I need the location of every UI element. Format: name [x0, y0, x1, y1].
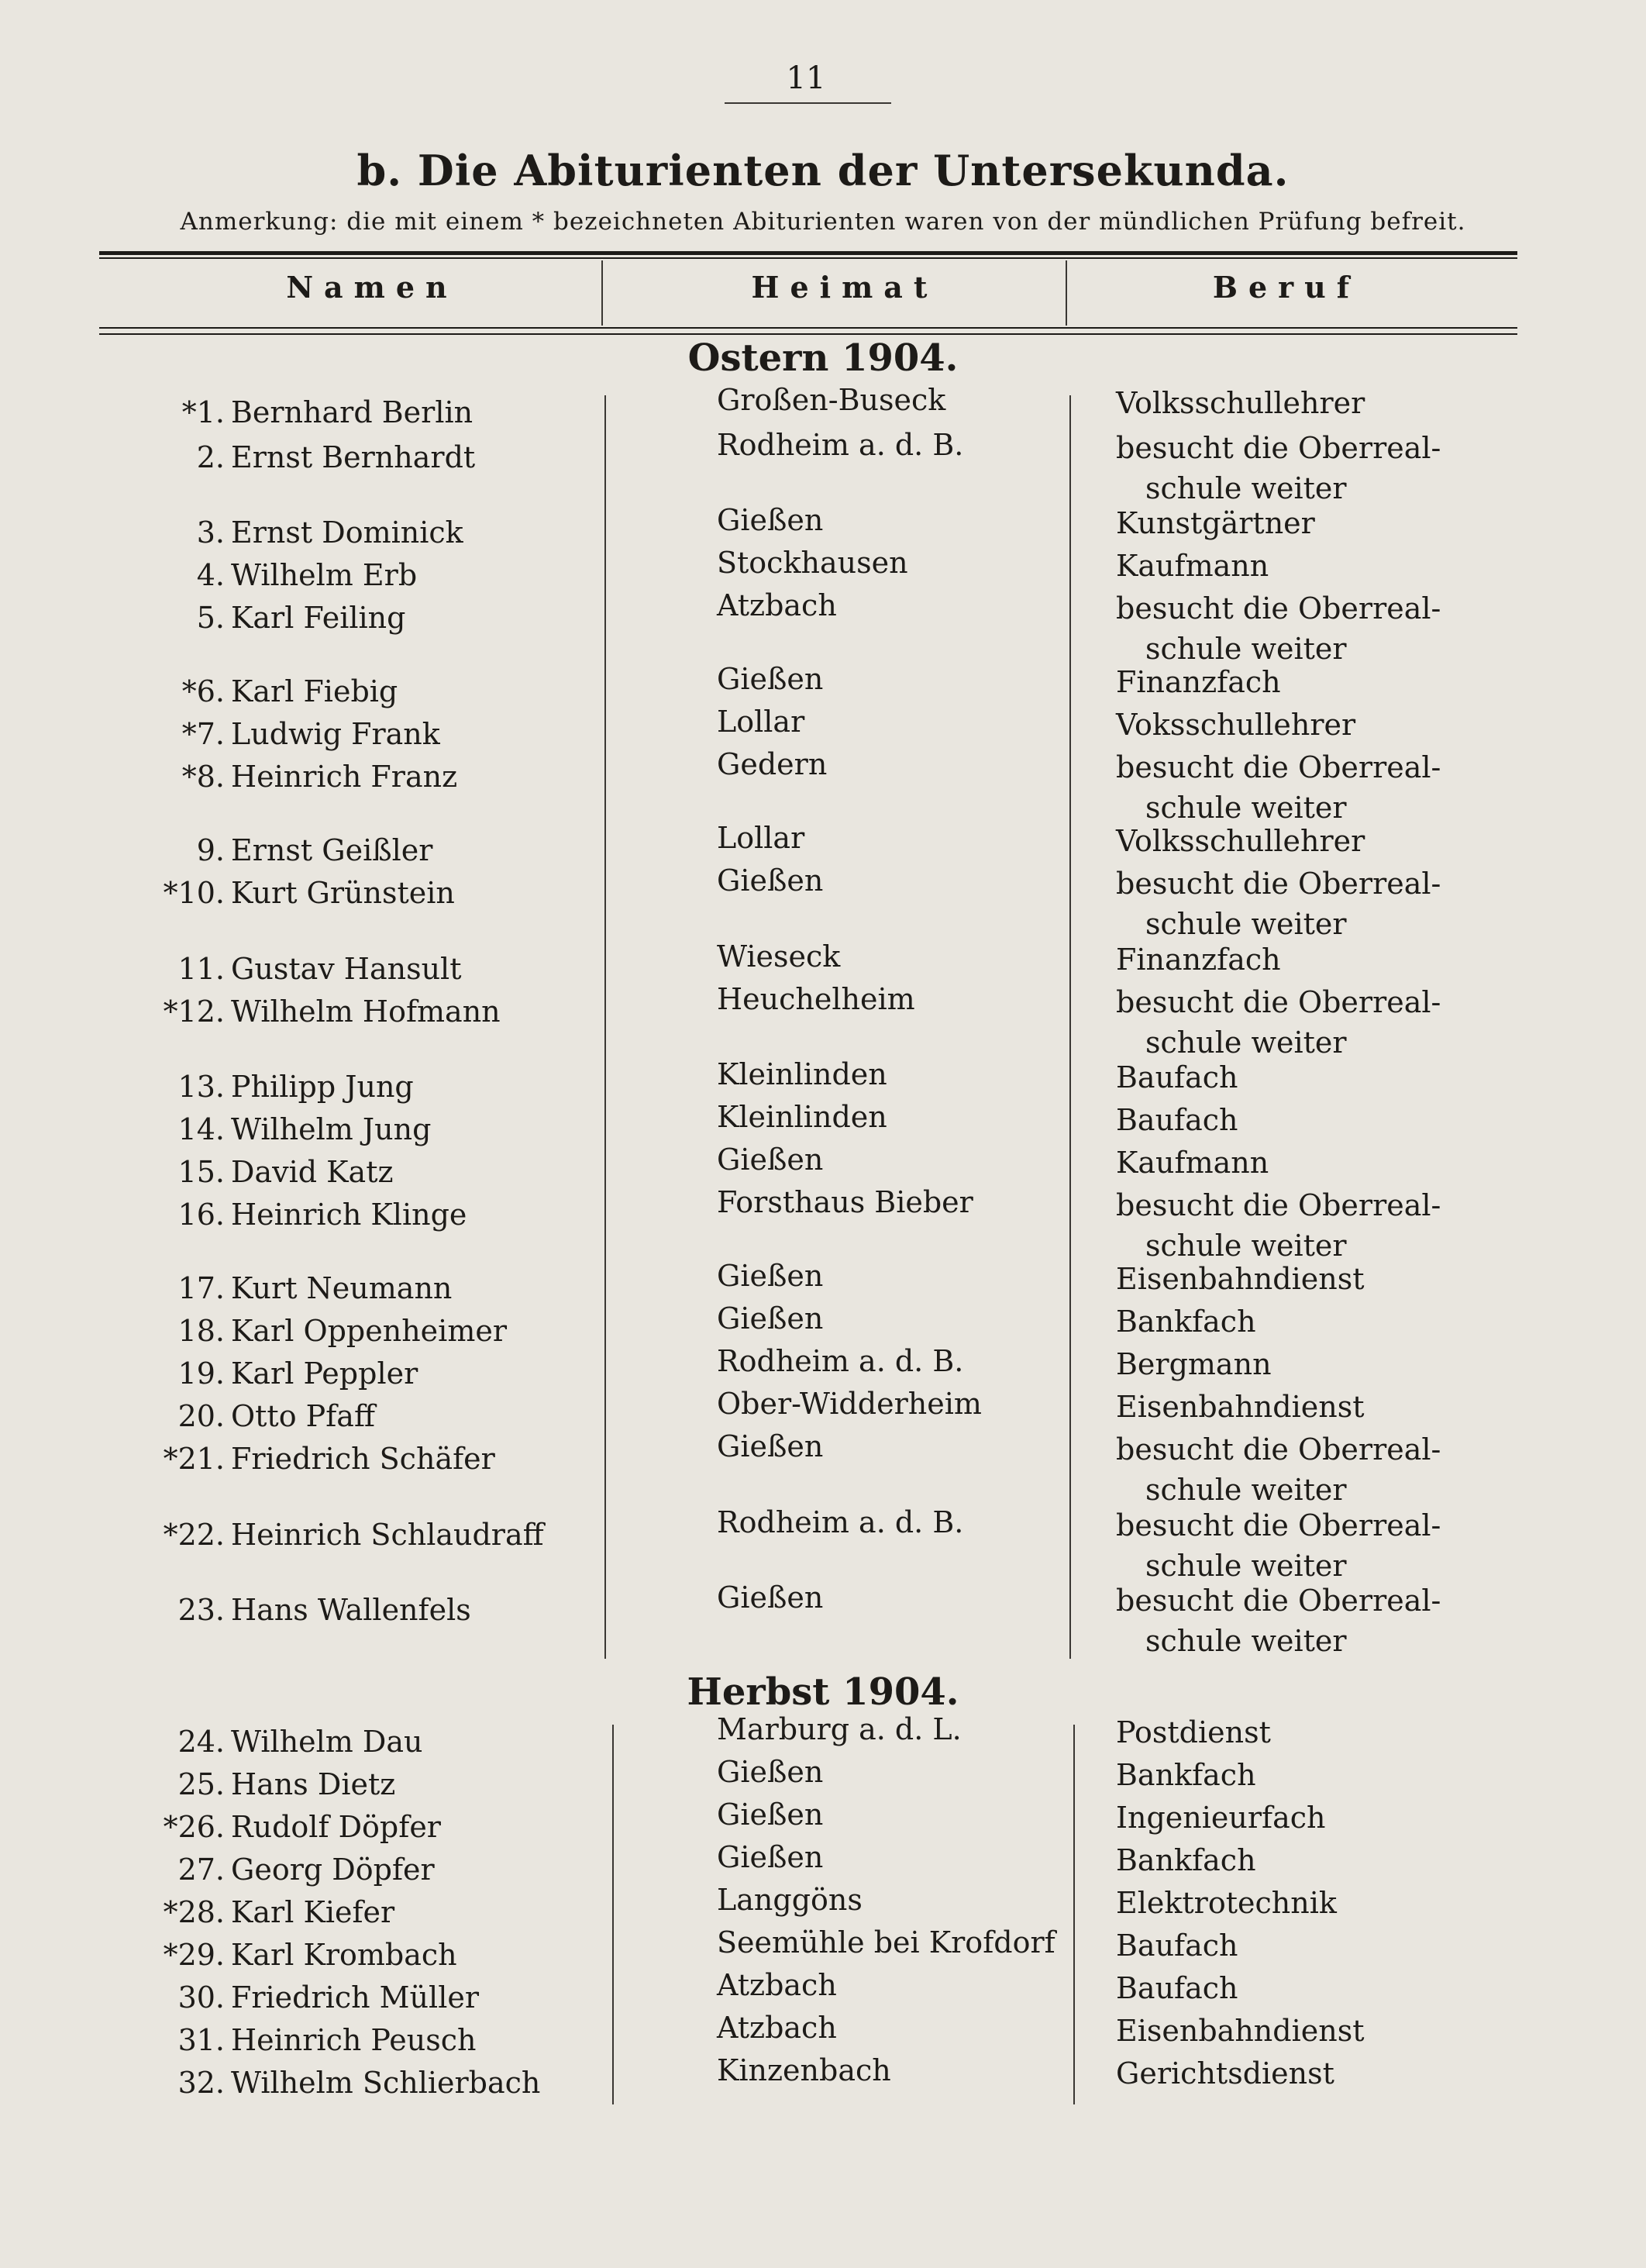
profession: besucht die Oberreal- schule weiter — [1116, 750, 1441, 825]
entry-number: 20. — [177, 1399, 225, 1433]
home-town: Gießen — [717, 1840, 824, 1874]
entry-number: 14. — [177, 1112, 225, 1146]
student-name: Karl Oppenheimer — [231, 1314, 508, 1348]
student-name: Ernst Dominick — [231, 515, 463, 550]
profession: besucht die Oberreal- schule weiter — [1116, 591, 1441, 666]
profession: Bankfach — [1116, 1843, 1256, 1877]
student-name: Ernst Geißler — [231, 833, 433, 867]
section-title-ostern: Ostern 1904. — [687, 336, 959, 380]
page-title: b. Die Abiturienten der Untersekunda. — [356, 146, 1290, 195]
entry-number: 13. — [177, 1070, 225, 1104]
header-divider-1 — [601, 260, 603, 326]
profession: Volksschullehrer — [1116, 386, 1365, 420]
page-number: 11 — [786, 60, 826, 96]
profession: Eisenbahndienst — [1116, 1390, 1365, 1424]
home-town: Gießen — [717, 863, 824, 898]
student-name: Friedrich Müller — [231, 1980, 479, 2015]
profession: besucht die Oberreal- schule weiter — [1116, 1508, 1441, 1583]
home-town: Kinzenbach — [717, 2053, 891, 2087]
home-town: Wieseck — [717, 939, 841, 974]
home-town: Gießen — [717, 1798, 824, 1832]
home-town: Ober-Widderheim — [717, 1387, 982, 1421]
profession: Postdienst — [1116, 1715, 1271, 1749]
table-row — [0, 428, 1646, 505]
entry-number: 3. — [196, 515, 225, 550]
student-name: Heinrich Franz — [231, 760, 458, 794]
entry-number: 9. — [196, 833, 225, 867]
home-town: Lollar — [717, 821, 805, 855]
profession: Eisenbahndienst — [1116, 2014, 1365, 2048]
profession: Volksschullehrer — [1116, 824, 1365, 858]
profession: besucht die Oberreal- schule weiter — [1116, 1432, 1441, 1507]
entry-number: 16. — [177, 1198, 225, 1232]
page-number-rule — [725, 102, 891, 104]
profession: Gerichtsdienst — [1116, 2056, 1334, 2090]
entry-number: *10. — [163, 876, 225, 910]
table-row — [0, 662, 1646, 718]
column-header-name: Namen — [286, 270, 458, 305]
student-name: Kurt Neumann — [231, 1271, 453, 1305]
student-name: Gustav Hansult — [231, 952, 462, 986]
table-top-rule-thin — [99, 257, 1517, 259]
profession: Bergmann — [1116, 1347, 1272, 1381]
entry-number: *8. — [181, 760, 225, 794]
student-name: Wilhelm Schlierbach — [231, 2066, 541, 2100]
student-name: Hans Wallenfels — [231, 1593, 471, 1627]
home-town: Seemühle bei Krofdorf — [717, 1925, 1055, 1960]
table-row — [0, 1429, 1646, 1507]
entry-number: 25. — [177, 1767, 225, 1801]
student-name: Karl Feiling — [231, 601, 406, 635]
profession: besucht die Oberreal- schule weiter — [1116, 1188, 1441, 1263]
student-name: Wilhelm Erb — [231, 558, 418, 592]
student-name: Friedrich Schäfer — [231, 1442, 495, 1476]
student-name: Ernst Bernhardt — [231, 440, 476, 474]
table-top-rule-thick — [99, 251, 1517, 255]
profession: Elektrotechnik — [1116, 1886, 1337, 1920]
home-town: Gießen — [717, 1580, 824, 1615]
home-town: Gedern — [717, 747, 828, 781]
entry-number: 15. — [177, 1155, 225, 1189]
entry-number: *26. — [163, 1810, 225, 1844]
header-bottom-rule-2 — [99, 333, 1517, 335]
entry-number: 30. — [177, 1980, 225, 2015]
profession: Kaufmann — [1116, 549, 1269, 583]
student-name: Otto Pfaff — [231, 1399, 375, 1433]
profession: Finanzfach — [1116, 943, 1281, 977]
table-row — [0, 588, 1646, 666]
entry-number: 31. — [177, 2023, 225, 2057]
home-town: Lollar — [717, 705, 805, 739]
home-town: Rodheim a. d. B. — [717, 1344, 964, 1378]
table-row — [0, 982, 1646, 1060]
home-town: Atzbach — [717, 2011, 837, 2045]
entry-number: 5. — [196, 601, 225, 635]
home-town: Atzbach — [717, 1968, 837, 2002]
table-row — [0, 1185, 1646, 1263]
student-name: Georg Döpfer — [231, 1853, 435, 1887]
profession: Finanzfach — [1116, 665, 1281, 699]
home-town: Großen-Buseck — [717, 383, 946, 417]
entry-number: *1. — [181, 395, 225, 429]
profession: Kunstgärtner — [1116, 506, 1315, 540]
home-town: Atzbach — [717, 588, 837, 622]
table-row — [0, 747, 1646, 825]
student-name: Karl Krombach — [231, 1938, 457, 1972]
entry-number: 24. — [177, 1725, 225, 1759]
page-note: Anmerkung: die mit einem * bezeichneten Abiturienten waren von der mündlichen Prüfung befreit. — [180, 208, 1466, 236]
student-name: Karl Kiefer — [231, 1895, 395, 1929]
entry-number: 23. — [177, 1593, 225, 1627]
header-divider-2 — [1066, 260, 1067, 326]
home-town: Gießen — [717, 1259, 824, 1293]
table-row — [0, 863, 1646, 941]
header-bottom-rule-1 — [99, 327, 1517, 329]
table-row — [0, 1505, 1646, 1583]
home-town: Gießen — [717, 1755, 824, 1789]
profession: Baufach — [1116, 1971, 1238, 2005]
student-name: Wilhelm Hofmann — [231, 994, 501, 1029]
entry-number: 27. — [177, 1853, 225, 1887]
entry-number: *12. — [163, 994, 225, 1029]
student-name: Wilhelm Dau — [231, 1725, 423, 1759]
entry-number: *28. — [163, 1895, 225, 1929]
student-name: Heinrich Klinge — [231, 1198, 467, 1232]
entry-number: 18. — [177, 1314, 225, 1348]
home-town: Gießen — [717, 662, 824, 696]
home-town: Langgöns — [717, 1883, 863, 1917]
entry-number: 2. — [196, 440, 225, 474]
table-row — [0, 1580, 1646, 1658]
profession: besucht die Oberreal- schule weiter — [1116, 867, 1441, 941]
profession: Bankfach — [1116, 1305, 1256, 1339]
entry-number: *6. — [181, 674, 225, 708]
home-town: Forsthaus Bieber — [717, 1185, 973, 1219]
student-name: Kurt Grünstein — [231, 876, 455, 910]
student-name: Philipp Jung — [231, 1070, 414, 1104]
entry-number: 32. — [177, 2066, 225, 2100]
profession: Voksschullehrer — [1116, 708, 1356, 742]
home-town: Gießen — [717, 1143, 824, 1177]
profession: Kaufmann — [1116, 1146, 1269, 1180]
home-town: Gießen — [717, 503, 824, 537]
entry-number: 4. — [196, 558, 225, 592]
profession: Baufach — [1116, 1060, 1238, 1094]
student-name: David Katz — [231, 1155, 394, 1189]
entry-number: *29. — [163, 1938, 225, 1972]
home-town: Stockhausen — [717, 546, 908, 580]
entry-number: *22. — [163, 1518, 225, 1552]
student-name: Heinrich Peusch — [231, 2023, 477, 2057]
home-town: Marburg a. d. L. — [717, 1712, 962, 1746]
student-name: Rudolf Döpfer — [231, 1810, 441, 1844]
student-name: Karl Fiebig — [231, 674, 398, 708]
profession: Baufach — [1116, 1928, 1238, 1963]
student-name: Wilhelm Jung — [231, 1112, 432, 1146]
profession: Baufach — [1116, 1103, 1238, 1137]
student-name: Bernhard Berlin — [231, 395, 473, 429]
entry-number: *21. — [163, 1442, 225, 1476]
profession: Ingenieurfach — [1116, 1801, 1326, 1835]
profession: besucht die Oberreal- schule weiter — [1116, 985, 1441, 1060]
home-town: Kleinlinden — [717, 1100, 887, 1134]
home-town: Gießen — [717, 1429, 824, 1463]
entry-number: 17. — [177, 1271, 225, 1305]
entry-number: 11. — [177, 952, 225, 986]
entry-number: 19. — [177, 1356, 225, 1391]
profession: besucht die Oberreal- schule weiter — [1116, 1584, 1441, 1658]
profession: Bankfach — [1116, 1758, 1256, 1792]
column-header-home: Heimat — [751, 270, 938, 305]
student-name: Ludwig Frank — [231, 717, 440, 751]
home-town: Rodheim a. d. B. — [717, 428, 964, 462]
entry-number: *7. — [181, 717, 225, 751]
column-header-job: Beruf — [1212, 270, 1361, 305]
home-town: Rodheim a. d. B. — [717, 1505, 964, 1539]
profession: besucht die Oberreal- schule weiter — [1116, 431, 1441, 505]
student-name: Hans Dietz — [231, 1767, 396, 1801]
home-town: Kleinlinden — [717, 1057, 887, 1091]
table-row — [0, 2053, 1646, 2109]
home-town: Gießen — [717, 1301, 824, 1336]
profession: Eisenbahndienst — [1116, 1262, 1365, 1296]
home-town: Heuchelheim — [717, 982, 915, 1016]
student-name: Heinrich Schlaudraff — [231, 1518, 544, 1552]
student-name: Karl Peppler — [231, 1356, 418, 1391]
section-title-herbst: Herbst 1904. — [687, 1670, 959, 1714]
